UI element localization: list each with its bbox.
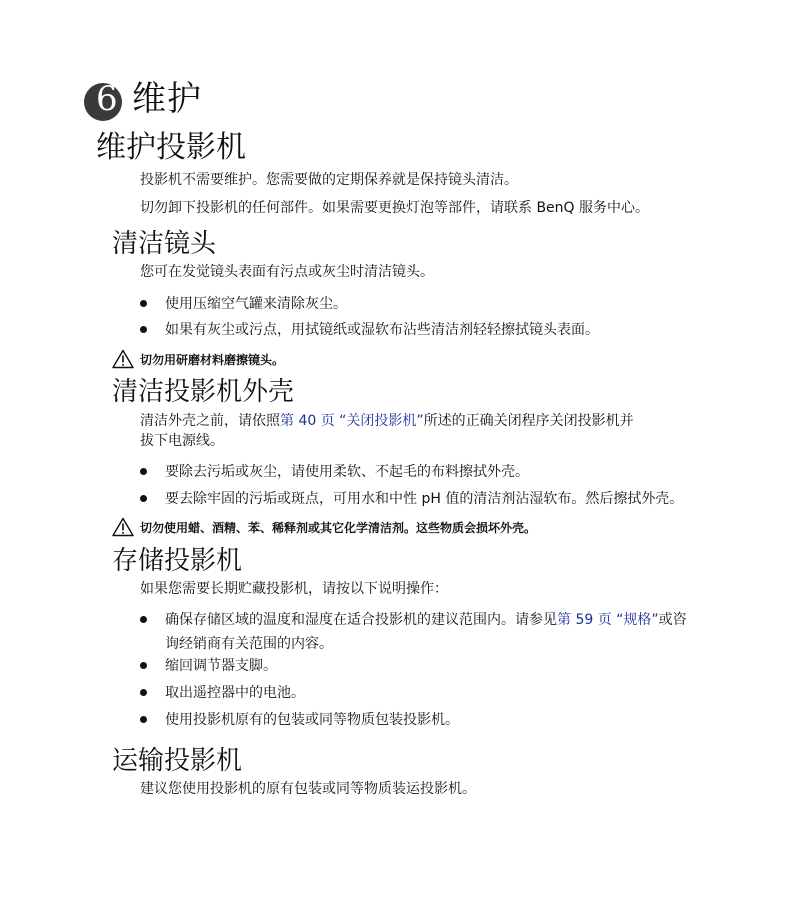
bullet-dot: [140, 468, 147, 475]
warning-text: 切勿使用蜡、酒精、苯、稀释剂或其它化学清洁剂。这些物质会损坏外壳。: [140, 520, 537, 535]
list-item-text: 询经销商有关范围的内容。: [165, 636, 333, 652]
chapter-number: 6: [96, 79, 118, 119]
bullet-dot: [140, 689, 147, 696]
maintenance-para-2: 切勿卸下投影机的任何部件。如果需要更换灯泡等部件，请联系 BenQ 服务中心。: [140, 200, 650, 216]
section-title-transport: 运输投影机: [112, 746, 243, 776]
bullet-dot: [140, 662, 147, 669]
section-title-clean-case: 清洁投影机外壳: [112, 377, 295, 407]
warning-note: [112, 348, 284, 370]
list-item-text: 取出遥控器中的电池。: [165, 685, 305, 701]
bullet-dot: [140, 716, 147, 723]
list-item-text: 使用压缩空气罐来清除灰尘。: [165, 296, 347, 312]
storage-bullet-text: 或咨: [658, 612, 687, 628]
warning-icon: [112, 349, 134, 369]
bullet-dot: [140, 616, 147, 623]
bullet-dot: [140, 326, 147, 333]
maintenance-para-1: 投影机不需要维护。您需要做的定期保养就是保持镜头清洁。: [140, 172, 518, 188]
clean-case-intro-line2: 拔下电源线。: [140, 433, 224, 449]
link-power-off[interactable]: 第 40 页 “关闭投影机”: [280, 413, 424, 429]
chapter-number-badge: [84, 79, 122, 121]
storage-intro: 如果您需要长期贮藏投影机，请按以下说明操作：: [140, 581, 448, 597]
warning-note: [112, 516, 536, 538]
list-item-text: 缩回调节器支脚。: [165, 658, 277, 674]
list-item-text: [165, 610, 740, 630]
link-specifications[interactable]: 第 59 页 “规格”: [557, 612, 659, 628]
list-item-text: 使用投影机原有的包装或同等物质包装投影机。: [165, 712, 459, 728]
list-item-text: 要去除牢固的污垢或斑点，可用水和中性 pH 值的清洁剂沾湿软布。然后擦拭外壳。: [165, 491, 684, 507]
warning-text: 切勿用研磨材料磨擦镜头。: [140, 352, 285, 367]
section-title-maintenance: 维护投影机: [96, 130, 246, 165]
list-item-text: 要除去污垢或灰尘，请使用柔软、不起毛的布料擦拭外壳。: [165, 464, 529, 480]
clean-case-intro: [140, 411, 730, 431]
bullet-dot: [140, 300, 147, 307]
clean-case-intro-text: 清洁外壳之前，请依照: [140, 413, 280, 429]
chapter-heading: [84, 74, 202, 124]
clean-lens-intro: 您可在发觉镜头表面有污点或灰尘时清洁镜头。: [140, 264, 434, 280]
list-item-text: 如果有灰尘或污点，用拭镜纸或湿软布沾些清洁剂轻轻擦拭镜头表面。: [165, 322, 599, 338]
transport-intro: 建议您使用投影机的原有包装或同等物质装运投影机。: [140, 781, 476, 797]
section-title-storage: 存储投影机: [112, 546, 243, 576]
bullet-dot: [140, 495, 147, 502]
section-title-clean-lens: 清洁镜头: [112, 229, 217, 259]
storage-bullet-text: 确保存储区域的温度和湿度在适合投影机的建议范围内。请参见: [165, 612, 557, 628]
clean-case-intro-text: 所述的正确关闭程序关闭投影机并: [423, 413, 634, 429]
warning-icon: [112, 517, 134, 537]
chapter-title: 维护: [132, 79, 202, 119]
